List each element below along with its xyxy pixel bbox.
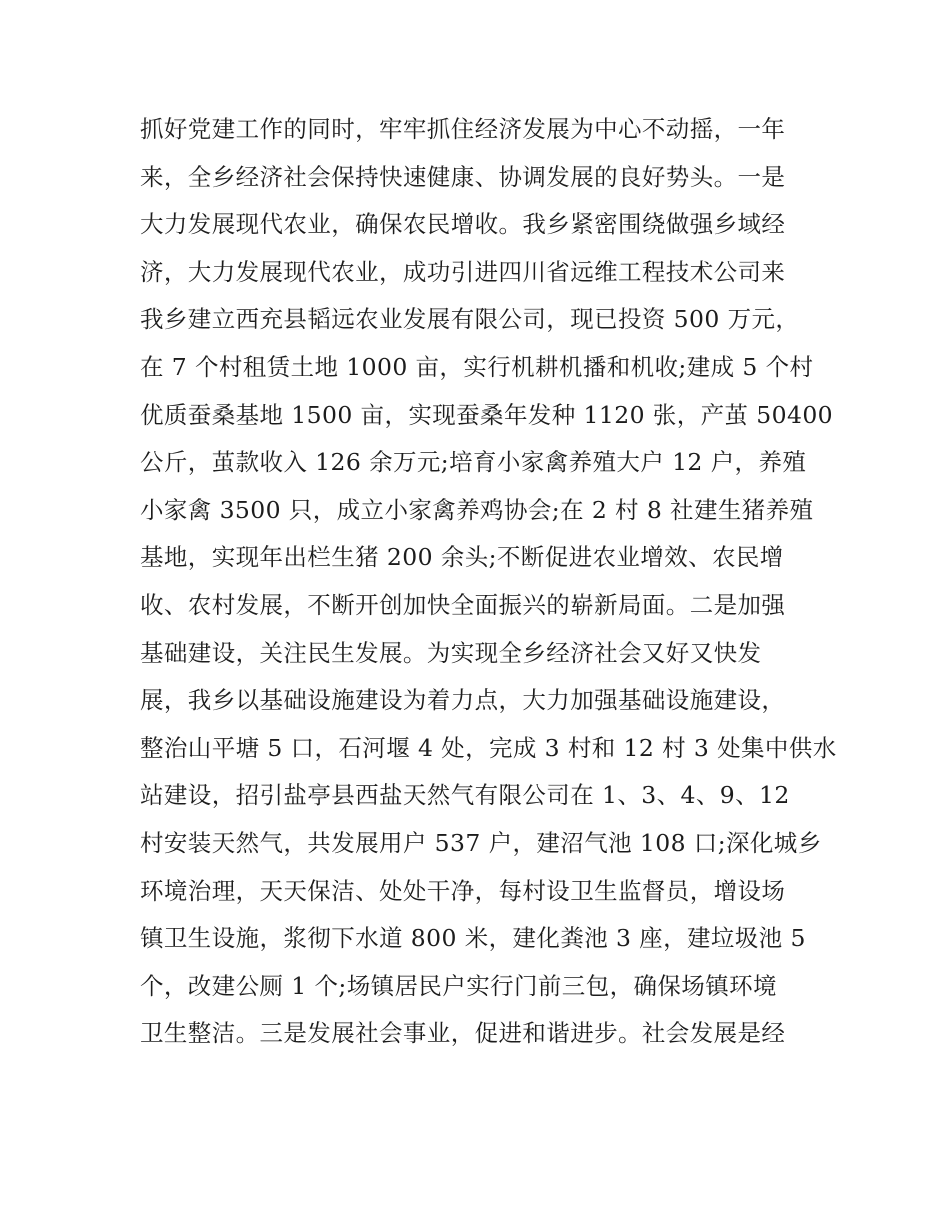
text-line: 基础建设，关注民生发展。为实现全乡经济社会又好又快发 bbox=[140, 638, 762, 667]
text-line: 镇卫生设施，浆彻下水道 800 米，建化粪池 3 座，建垃圾池 5 bbox=[140, 924, 806, 953]
text-line: 抓好党建工作的同时，牢牢抓住经济发展为中心不动摇，一年 bbox=[140, 115, 786, 143]
text-line: 优质蚕桑基地 1500 亩，实现蚕桑年发种 1120 张，产茧 50400 bbox=[140, 400, 834, 429]
text-line: 整治山平塘 5 口，石河堰 4 处，完成 3 村和 12 村 3 处集中供水 bbox=[140, 733, 837, 762]
text-line: 在 7 个村租赁土地 1000 亩，实行机耕机播和机收;建成 5 个村 bbox=[140, 352, 814, 381]
text-line: 村安装天然气，共发展用户 537 户，建沼气池 108 口;深化城乡 bbox=[140, 828, 822, 857]
text-line: 基地，实现年出栏生猪 200 余头;不断促进农业增效、农民增 bbox=[140, 543, 784, 572]
text-line: 环境治理，天天保洁、处处干净，每村设卫生监督员，增设场 bbox=[140, 876, 786, 905]
text-line: 我乡建立西充县韬远农业发展有限公司，现已投资 500 万元， bbox=[140, 305, 800, 334]
text-line: 公斤，茧款收入 126 余万元;培育小家禽养殖大户 12 户，养殖 bbox=[140, 448, 807, 477]
text-line: 展，我乡以基础设施建设为着力点，大力加强基础设施建设， bbox=[140, 686, 786, 715]
text-line: 来，全乡经济社会保持快速健康、协调发展的良好势头。一是 bbox=[140, 162, 786, 191]
text-line: 收、农村发展，不断开创加快全面振兴的崭新局面。二是加强 bbox=[140, 590, 786, 619]
text-line: 济，大力发展现代农业，成功引进四川省远维工程技术公司来 bbox=[140, 257, 786, 286]
body-paragraph bbox=[140, 106, 837, 1058]
text-line: 卫生整洁。三是发展社会事业，促进和谐进步。社会发展是经 bbox=[140, 1019, 786, 1048]
text-line: 站建设，招引盐亭县西盐天然气有限公司在 1、3、4、9、12 bbox=[140, 781, 790, 810]
text-line: 大力发展现代农业，确保农民增收。我乡紧密围绕做强乡域经 bbox=[140, 210, 786, 239]
text-line: 个，改建公厕 1 个;场镇居民户实行门前三包，确保场镇环境 bbox=[140, 971, 777, 1000]
text-line: 小家禽 3500 只，成立小家禽养鸡协会;在 2 村 8 社建生猪养殖 bbox=[140, 495, 814, 524]
